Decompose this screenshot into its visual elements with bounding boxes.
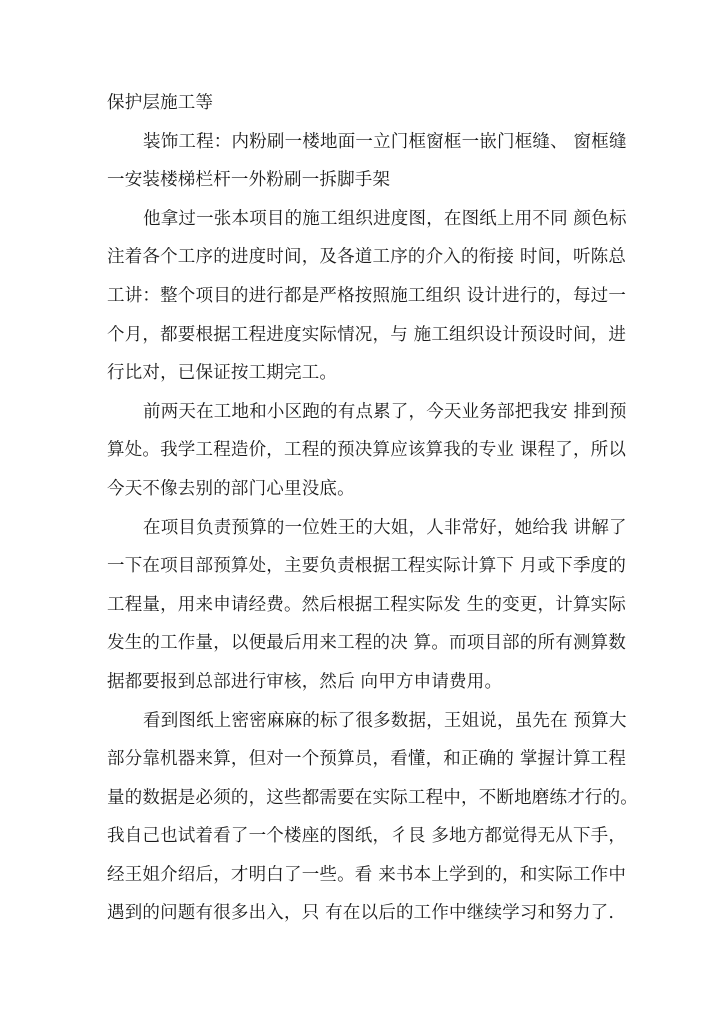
text-line: 注着各个工序的进度时间，及各道工序的介入的衔接 时间，听陈总 bbox=[107, 247, 627, 268]
text-line: 保护层施工等 bbox=[107, 93, 214, 113]
text-line: 一安装楼梯栏杆一外粉刷一拆脚手架 bbox=[107, 170, 391, 191]
text-line: 算处。我学工程造价，工程的预决算应该算我的专业 课程了，所以 bbox=[107, 440, 627, 461]
text-line: 一下在项目部预算处，主要负责根据工程实际计算下 月或下季度的 bbox=[107, 556, 627, 577]
text-line: 他拿过一张本项目的施工组织进度图，在图纸上用不同 颜色标 bbox=[143, 208, 627, 229]
text-line: 据都要报到总部进行审核，然后 向甲方申请费用。 bbox=[107, 671, 503, 692]
text-line: 我自己也试着看了一个楼座的图纸，彳艮 多地方都觉得无从下手， bbox=[107, 826, 627, 847]
text-line: 个月，都要根据工程进度实际情况，与 施工组织设计预设时间，进 bbox=[107, 324, 627, 345]
text-line: 工讲：整个项目的进行都是严格按照施工组织 设计进行的，每过一 bbox=[107, 285, 627, 306]
text-line: 经王姐介绍后，才明白了一些。看 来书本上学到的，和实际工作中 bbox=[107, 864, 627, 885]
text-line: 看到图纸上密密麻麻的标了很多数据，王姐说，虽先在 预算大 bbox=[143, 710, 627, 731]
text-line: 行比对，已保证按工期完工。 bbox=[107, 363, 338, 384]
text-line: 工程量，用来申请经费。然后根据工程实际发 生的变更，计算实际 bbox=[107, 594, 627, 615]
text-line: 装饰工程：内粉刷一楼地面一立门框窗框一嵌门框缝、 窗框缝 bbox=[143, 131, 627, 152]
text-line: 今天不像去别的部门心里没底。 bbox=[107, 478, 355, 499]
text-line: 前两天在工地和小区跑的有点累了，今天业务部把我安 排到预 bbox=[143, 401, 627, 422]
text-line: 发生的工作量，以便最后用来工程的决 算。而项目部的所有测算数 bbox=[107, 633, 627, 654]
text-line: 遇到的问题有很多出入，只 有在以后的工作中继续学习和努力了. bbox=[107, 903, 615, 924]
text-line: 部分靠机器来算，但对一个预算员，看懂，和正确的 掌握计算工程 bbox=[107, 749, 627, 770]
text-line: 量的数据是必须的，这些都需要在实际工程中，不断地磨练才行的。 bbox=[107, 787, 638, 808]
document-page bbox=[107, 89, 638, 938]
text-line: 在项目负责预算的一位姓王的大姐，人非常好，她给我 讲解了 bbox=[143, 517, 627, 538]
